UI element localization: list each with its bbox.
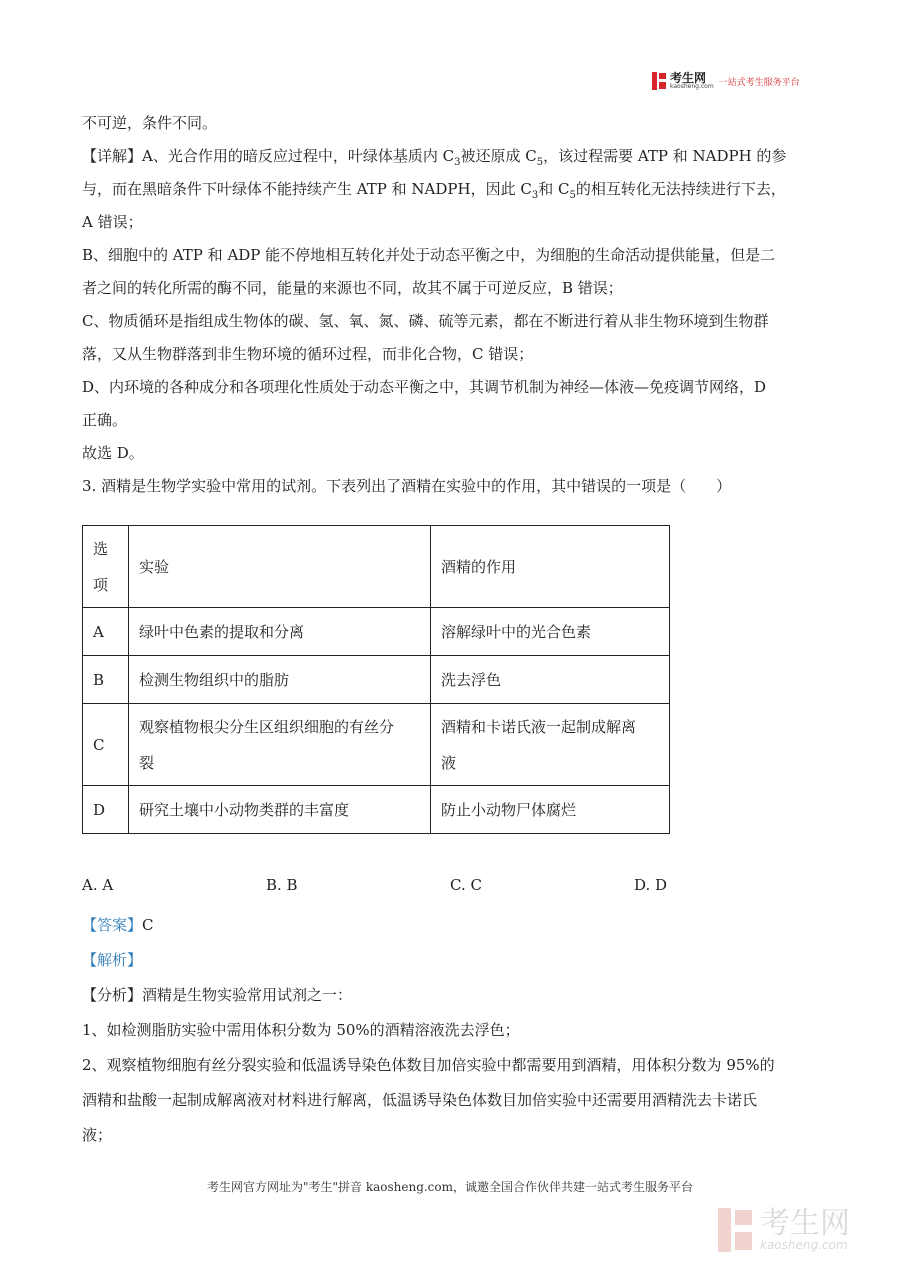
analysis-paragraph: 2、观察植物细胞有丝分裂实验和低温诱导染色体数目加倍实验中都需要用到酒精，用体积分数为 95%的 酒精和盐酸一起制成解离液对材料进行解离，低温诱导染色体数目加倍实验中还需要用酒精洗去卡诺氏 液；	[82, 1056, 775, 1144]
options-table	[82, 525, 670, 834]
page-footer: 考生网官方网址为"考生"拼音 kaosheng.com，诚邀全国合作伙伴共建一站式考生服务平台	[206, 1180, 694, 1194]
logo-domain: kaosheng.com	[670, 83, 714, 90]
answer-value: C	[142, 916, 154, 934]
table-row	[83, 608, 670, 656]
table-row	[83, 656, 670, 704]
table-cell: 防止小动物尸体腐烂	[431, 786, 670, 834]
paragraph-detail-d: D、内环境的各种成分和各项理化性质处于动态平衡之中，其调节机制为神经—体液—免疫调节网络，D 正确。	[82, 378, 767, 429]
table-header-cell: 选 项	[83, 526, 129, 608]
kaosheng-logo-icon	[652, 72, 666, 90]
table-cell: 检测生物组织中的脂肪	[129, 656, 431, 704]
table-row	[83, 786, 670, 834]
table-cell: C	[83, 704, 129, 786]
analysis-line: 1、如检测脂肪实验中需用体积分数为 50%的酒精溶液洗去浮色；	[82, 1021, 520, 1039]
table-cell: 观察植物根尖分生区组织细胞的有丝分 裂	[129, 704, 431, 786]
table-cell: 绿叶中色素的提取和分离	[129, 608, 431, 656]
answer-line	[82, 908, 812, 943]
choice-b: B. B	[266, 876, 298, 894]
choice-d: D. D	[634, 876, 668, 894]
choice-a: A. A	[82, 876, 114, 894]
document-body	[82, 107, 812, 503]
logo-name: 考生网	[670, 71, 707, 85]
paragraph: 不可逆，条件不同。	[82, 114, 218, 132]
logo-slogan: 一站式考生服务平台	[718, 77, 800, 88]
watermark	[718, 1208, 850, 1252]
table-cell: 研究土壤中小动物类群的丰富度	[129, 786, 431, 834]
paragraph-detail-a: 【详解】A、光合作用的暗反应过程中，叶绿体基质内 $C_3$被还原成 $C_5$，该过程需要 ATP 和 NADPH 的参 与，而在黑暗条件下叶绿体不能持续产生 ATP 和 NADPH，因此 $C_3$和 $C_5$的相互转化无法持续进行下去， A 错误；	[82, 147, 787, 231]
table-cell: B	[83, 656, 129, 704]
table-cell: A	[83, 608, 129, 656]
table-header-cell: 酒精的作用	[431, 526, 670, 608]
question-3: 3. 酒精是生物学实验中常用的试剂。下表列出了酒精在实验中的作用，其中错误的一项是（ ）	[82, 477, 732, 495]
watermark-name: 考生网	[760, 1206, 850, 1241]
table-cell: 酒精和卡诺氏液一起制成解离 液	[431, 704, 670, 786]
table-cell: 溶解绿叶中的光合色素	[431, 608, 670, 656]
table-cell: D	[83, 786, 129, 834]
paragraph-detail-c: C、物质循环是指组成生物体的碳、氢、氧、氮、磷、硫等元素，都在不断进行着从非生物环境到生物群 落，又从生物群落到非生物环境的循环过程，而非化合物，C 错误；	[82, 312, 769, 363]
answer-section	[82, 908, 812, 1153]
choice-c: C. C	[450, 876, 482, 894]
analysis-label: 【解析】	[82, 951, 143, 969]
table-header-cell: 实验	[129, 526, 431, 608]
answer-label: 【答案】	[82, 916, 143, 934]
header-logo	[652, 72, 800, 90]
watermark-domain: kaosheng.com	[760, 1238, 848, 1252]
analysis-line: 【分析】酒精是生物实验常用试剂之一：	[82, 986, 353, 1004]
paragraph-conclusion: 故选 D。	[82, 444, 144, 462]
table-cell: 洗去浮色	[431, 656, 670, 704]
table-header-row	[83, 526, 670, 608]
table-row	[83, 704, 670, 786]
watermark-logo-icon	[718, 1208, 752, 1252]
paragraph-detail-b: B、细胞中的 ATP 和 ADP 能不停地相互转化并处于动态平衡之中，为细胞的生命活动提供能量，但是二 者之间的转化所需的酶不同，能量的来源也不同，故其不属于可逆反应，B 错误；	[82, 246, 776, 297]
